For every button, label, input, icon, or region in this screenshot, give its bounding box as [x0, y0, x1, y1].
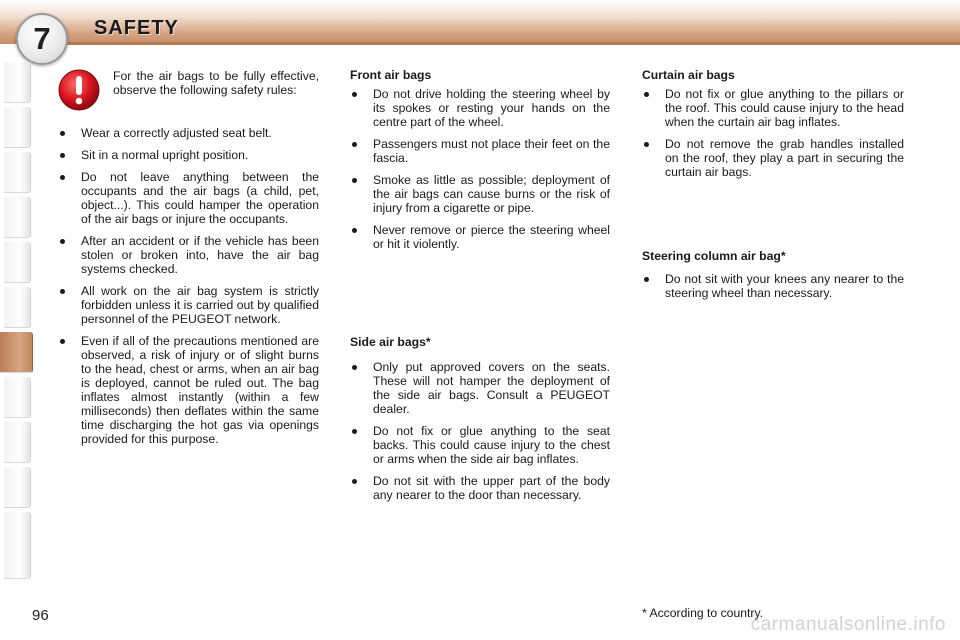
list-item: Passengers must not place their feet on the fascia. [350, 137, 610, 165]
list-item: Do not fix or glue anything to the seat backs. This could cause injury to the chest or arms when the side air bag inflates. [350, 424, 610, 466]
chapter-tab[interactable] [4, 107, 31, 148]
list-item: Wear a correctly adjusted seat belt. [58, 126, 319, 140]
list-item: After an accident or if the vehicle has been stolen or broken into, have the air bag systems checked. [58, 234, 319, 276]
list-item: All work on the air bag system is strictly forbidden unless it is carried out by qualified personnel of the PEUGEOT network. [58, 284, 319, 326]
list-item: Smoke as little as possible; deployment of the air bags can cause burns or the risk of injury from a cigarette or pipe. [350, 173, 610, 215]
chapter-tab[interactable] [4, 422, 31, 463]
chapter-tab[interactable] [4, 152, 31, 193]
footnote: * According to country. [642, 606, 764, 620]
list-item: Do not remove the grab handles installed on the roof, they play a part in securing the curtain air bags. [642, 137, 904, 179]
right-column [642, 68, 904, 308]
list-item: Even if all of the precautions mentioned are observed, a risk of injury or of slight burns to the head, chest or arms, when an air bag is deployed, cannot be ruled out. The bag inflates almost instantly (within a few milliseconds) then deflates within the same time discharging the hot gas via openings provided for this purpose. [58, 334, 319, 446]
chapter-tab[interactable] [4, 287, 31, 328]
curtain-air-bags-heading: Curtain air bags [642, 68, 735, 82]
list-item: Do not leave anything between the occupants and the air bags (a child, pet, object...). This could hamper the operation of the air bags or injure the occupants. [58, 170, 319, 226]
list-item: Do not sit with the upper part of the body any nearer to the door than necessary. [350, 474, 610, 502]
chapter-tab[interactable] [4, 197, 31, 238]
list-item: Never remove or pierce the steering wheel or hit it violently. [350, 223, 610, 251]
list-item: Do not drive holding the steering wheel by its spokes or resting your hands on the centre part of the wheel. [350, 87, 610, 129]
page-title: SAFETY [94, 17, 179, 39]
chapter-tab[interactable] [4, 242, 31, 283]
chapter-tab[interactable] [4, 467, 31, 508]
front-air-bags-heading: Front air bags [350, 68, 432, 82]
chapter-number-badge: 7 [16, 13, 68, 65]
list-item: Only put approved covers on the seats. These will not hamper the deployment of the side air bags. Consult a PEUGEOT dealer. [350, 360, 610, 416]
intro-text: For the air bags to be fully effective, observe the following safety rules: [113, 69, 319, 97]
side-air-bags-heading: Side air bags* [350, 335, 431, 349]
warning-icon [57, 68, 101, 112]
page-number: 96 [32, 607, 49, 624]
general-rules-column [58, 126, 319, 454]
list-item: Sit in a normal upright position. [58, 148, 319, 162]
chapter-tab[interactable] [4, 62, 31, 103]
chapter-tab-active[interactable] [0, 332, 33, 373]
chapter-tab[interactable] [4, 377, 31, 418]
middle-column [350, 68, 610, 510]
chapter-tab[interactable] [4, 538, 31, 579]
chapter-tabs [0, 62, 34, 578]
list-item: Do not fix or glue anything to the pillars or the roof. This could cause injury to the head when the curtain air bag inflates. [642, 87, 904, 129]
header-underline [40, 42, 960, 45]
list-item: Do not sit with your knees any nearer to the steering wheel than necessary. [642, 272, 904, 300]
watermark: carmanualsonline.info [750, 614, 946, 635]
steering-column-air-bag-heading: Steering column air bag* [642, 249, 786, 263]
